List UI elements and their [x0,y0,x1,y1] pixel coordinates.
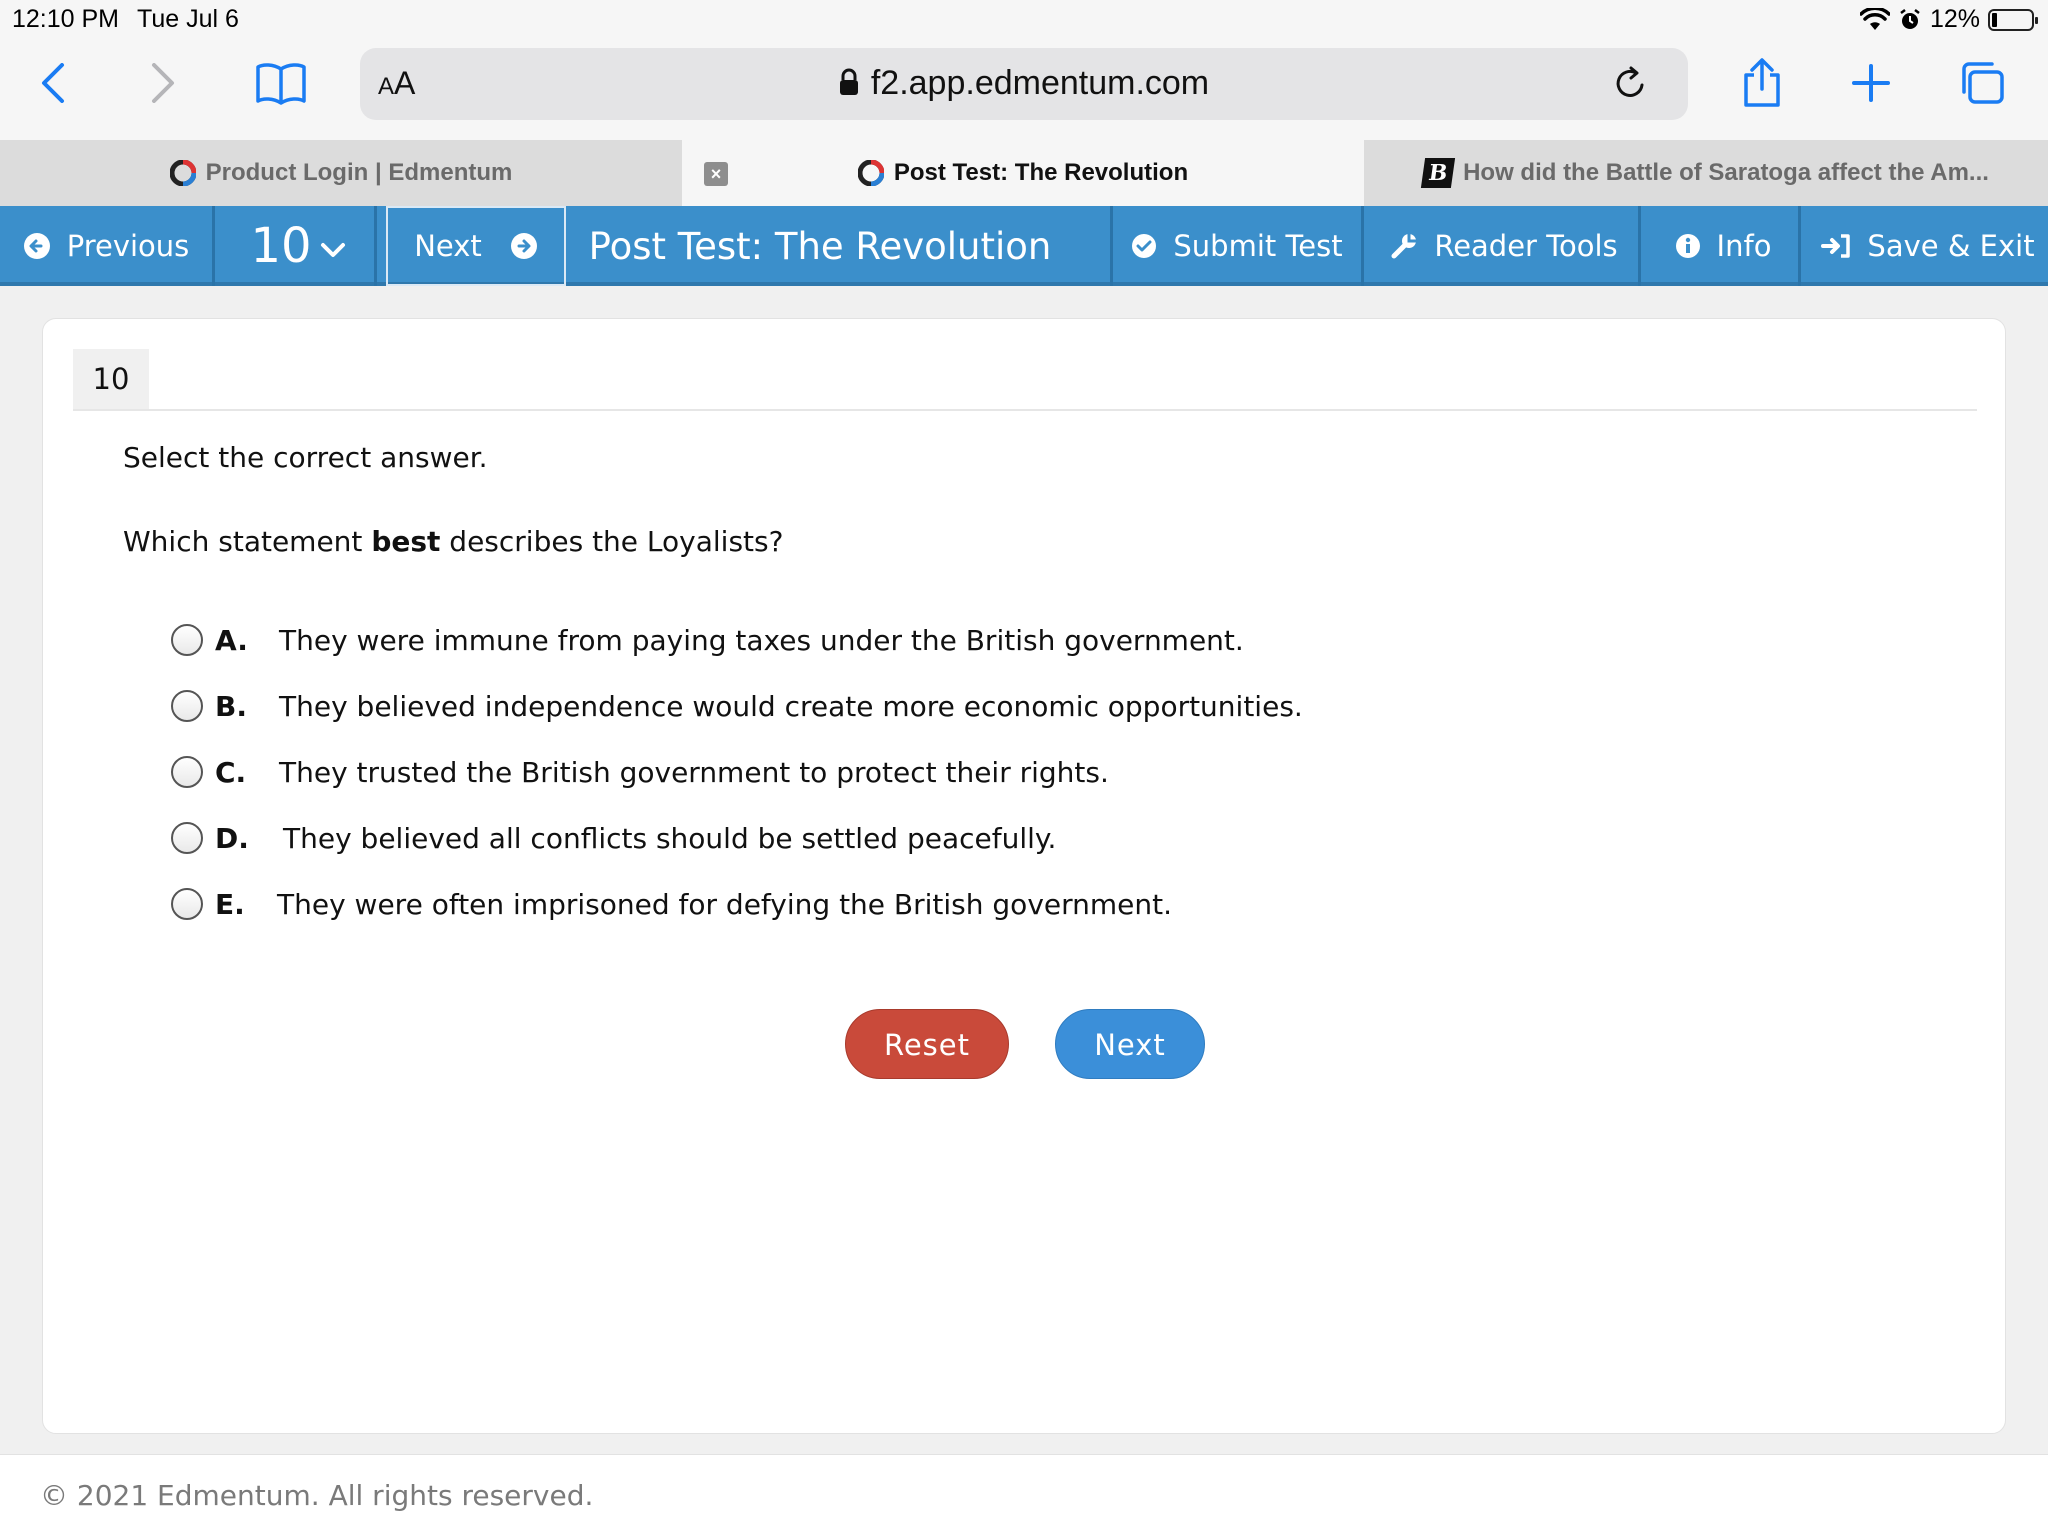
url-display[interactable] [360,64,1688,103]
submit-label: Submit Test [1173,229,1343,263]
nav-next-button[interactable] [386,206,566,286]
text-size-big-label: A [394,65,416,101]
battery-percent: 12% [1929,5,1980,33]
tab-label: How did the Battle of Saratoga affect the Am... [1463,159,1989,186]
divider [73,409,1977,411]
arrow-left-circle-icon [23,232,51,260]
lock-icon [839,68,859,96]
info-icon [1675,233,1701,259]
submit-test-button[interactable] [1113,206,1361,286]
tab-post-test[interactable] [682,140,1364,206]
edmentum-icon [858,160,884,186]
reload-icon[interactable] [1612,64,1650,102]
save-exit-button[interactable] [1808,206,2048,286]
status-date: Tue Jul 6 [137,5,239,33]
question-number-badge: 10 [73,349,149,409]
radio-button[interactable] [171,756,203,788]
alarm-icon [1898,8,1922,32]
option-text[interactable]: They trusted the British government to protect their rights. [279,755,1109,789]
reader-tools-label: Reader Tools [1434,229,1618,263]
instruction-text: Select the correct answer. [123,441,488,474]
chevron-down-icon [320,241,346,259]
page-footer [0,1454,2048,1536]
answer-option-e[interactable] [171,879,1172,929]
question-card [42,318,2006,1434]
question-prompt [123,525,783,558]
previous-button[interactable] [0,206,212,286]
option-text[interactable]: They were often imprisoned for defying the British government. [277,887,1173,921]
next-label: Next [414,229,482,263]
radio-button[interactable] [171,690,203,722]
info-label: Info [1716,229,1772,263]
edmentum-icon [170,160,196,186]
answer-option-c[interactable] [171,747,1109,797]
nav-divider [374,206,377,286]
status-bar [0,0,2048,40]
option-text[interactable]: They believed independence would create more economic opportunities. [279,689,1303,723]
nav-divider [212,206,215,286]
arrow-right-circle-icon [510,232,538,260]
option-letter: D. [215,821,249,855]
answer-option-b[interactable] [171,681,1303,731]
question-select[interactable] [222,206,374,286]
answer-option-a[interactable] [171,615,1244,665]
prompt-text: Which statement [123,525,372,558]
option-letter: E. [215,887,245,921]
share-icon[interactable] [1736,54,1788,112]
test-title-text: Post Test: The Revolution [588,224,1052,268]
sign-in-icon [1821,233,1851,259]
status-time: 12:10 PM [12,5,120,33]
radio-button[interactable] [171,822,203,854]
tab-label: Product Login | Edmentum [205,159,513,186]
new-tab-icon[interactable] [1848,60,1894,106]
prompt-text: describes the Loyalists? [440,525,784,558]
text-size-small-label: A [378,73,395,100]
radio-button[interactable] [171,624,203,656]
forward-icon[interactable] [140,60,186,106]
option-text[interactable]: They were immune from paying taxes under the British government. [279,623,1244,657]
close-tab-icon[interactable]: × [704,162,728,186]
tabs-overview-icon[interactable] [1956,58,2008,108]
info-button[interactable] [1648,206,1798,286]
copyright-text: © 2021 Edmentum. All rights reserved. [40,1479,594,1512]
url-text: f2.app.edmentum.com [870,64,1210,102]
status-indicators [1860,5,2034,34]
reader-tools-button[interactable] [1370,206,1638,286]
option-letter: A. [215,623,248,657]
save-exit-label: Save & Exit [1867,229,2035,263]
nav-divider [1798,206,1801,286]
wifi-icon [1860,8,1890,32]
answer-option-d[interactable] [171,813,1056,863]
option-letter: C. [215,755,247,789]
brainly-icon: B [1421,158,1455,188]
tab-product-login[interactable] [0,140,682,206]
wrench-icon [1390,232,1418,260]
prompt-emphasis: best [371,525,441,558]
option-letter: B. [215,689,247,723]
tab-saratoga[interactable] [1364,140,2048,206]
bookmarks-icon[interactable] [252,58,310,108]
test-title [566,206,1074,286]
option-text[interactable]: They believed all conflicts should be settled peacefully. [283,821,1057,855]
address-bar[interactable] [360,48,1688,120]
test-nav-bar [0,206,2048,286]
previous-label: Previous [66,229,190,263]
tab-label: Post Test: The Revolution [893,159,1189,186]
question-number: 10 [250,218,312,274]
next-button[interactable]: Next [1055,1009,1205,1079]
nav-divider [1638,206,1641,286]
reset-button[interactable]: Reset [845,1009,1009,1079]
back-icon[interactable] [30,60,76,106]
battery-icon [1988,9,2034,31]
radio-button[interactable] [171,888,203,920]
check-circle-icon [1131,233,1157,259]
tab-bar [0,140,2048,206]
nav-divider [1361,206,1364,286]
